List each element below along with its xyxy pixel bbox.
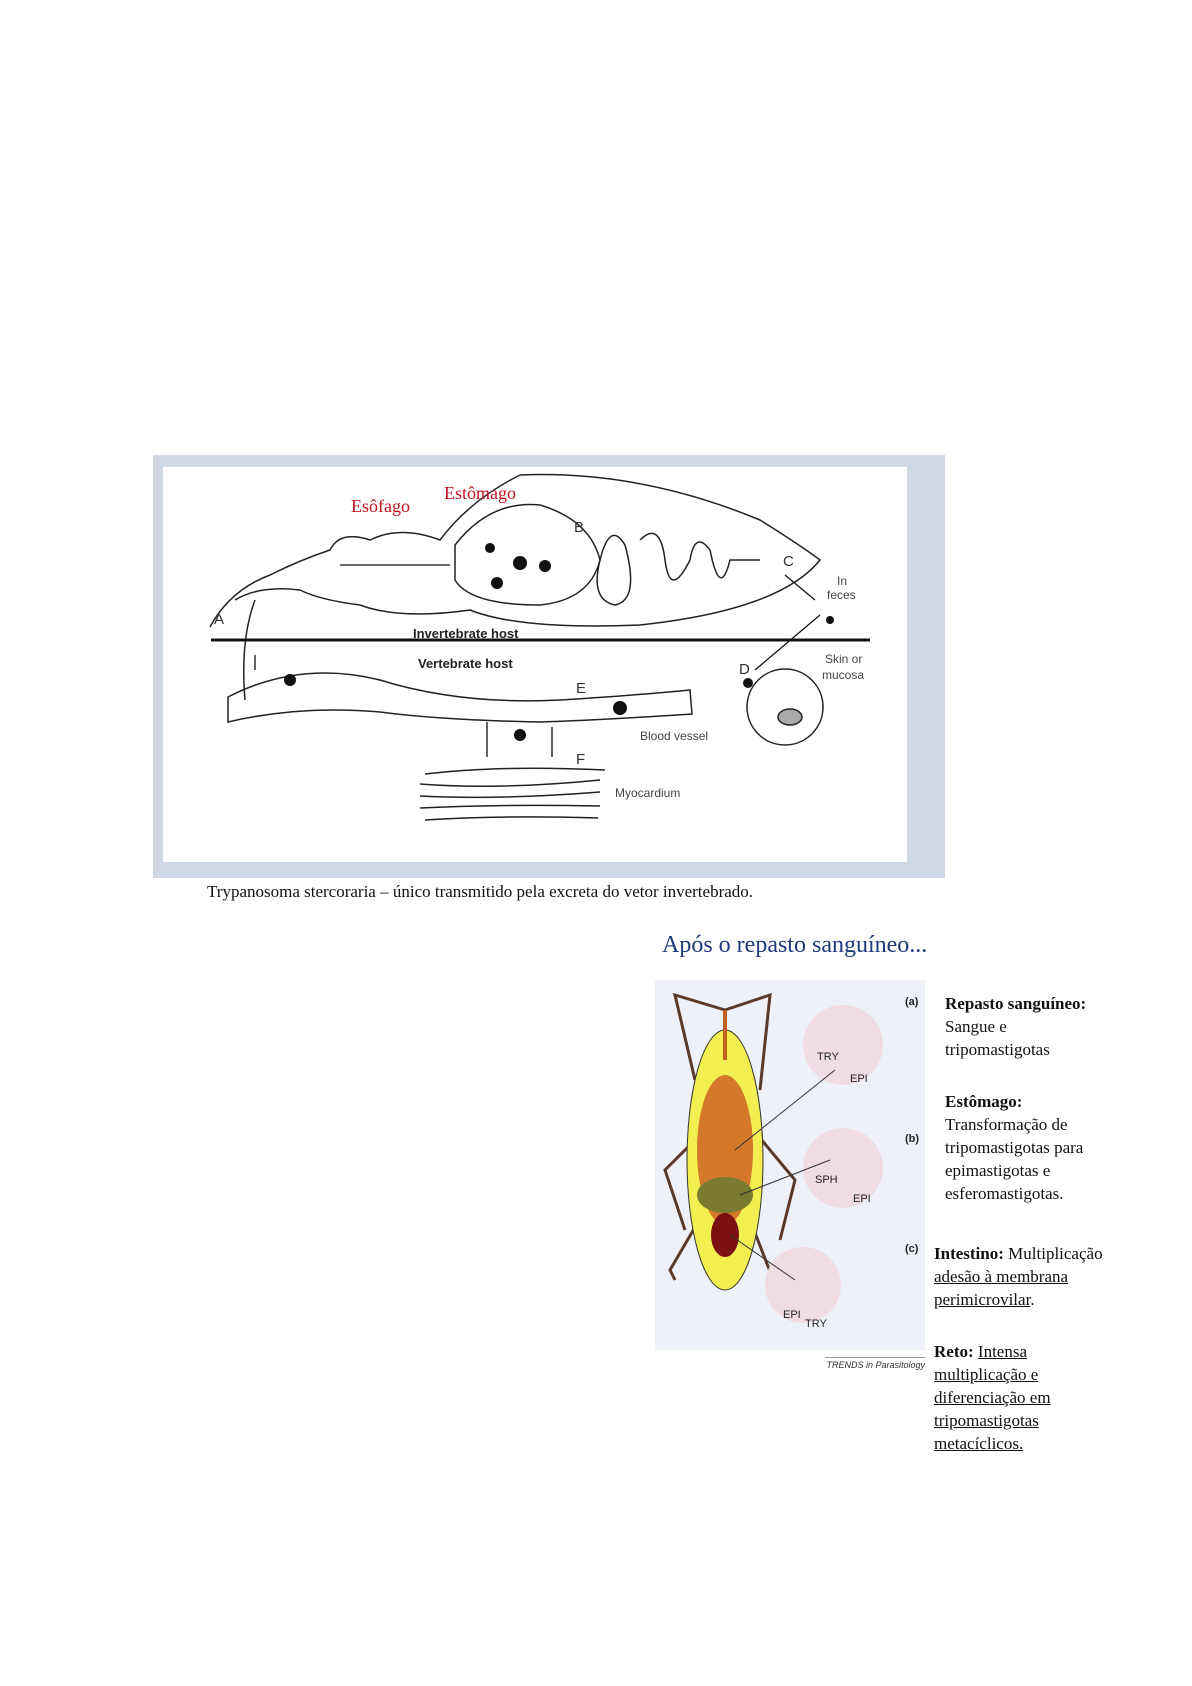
label-f: F [576,751,586,768]
triatomine-illustration [655,980,925,1350]
note-heading: Reto: [934,1342,974,1361]
note-line: perimicrovilar [934,1290,1031,1309]
label-a: A [214,611,225,628]
label-myocardium: Myocardium [615,786,681,800]
blood-vessel [228,673,692,722]
note-heading: Intestino: [934,1244,1004,1263]
label-epi-b: EPI [853,1193,871,1205]
label-epi-a: EPI [850,1073,868,1085]
section-title: Após o repasto sanguíneo... [662,932,928,958]
label-b: B [574,519,585,536]
label-sph-b: SPH [815,1174,838,1186]
note-line: esferomastigotas. [945,1184,1064,1203]
cell-circle-a [803,1005,883,1085]
skin-cell [747,669,823,745]
label-vertebrate-host: Vertebrate host [418,656,513,671]
note-line: diferenciação em [934,1388,1051,1407]
label-mucosa: mucosa [822,668,865,682]
note-reto [934,1340,1051,1455]
proboscis [244,600,255,700]
label-try-c: TRY [805,1318,827,1330]
figure-caption: Trypanosoma stercoraria – único transmitido pela excreta do vetor invertebrado. [207,882,754,901]
note-line: adesão à membrana [934,1267,1069,1286]
note-line: epimastigotas e [945,1161,1051,1180]
label-in: In [837,574,848,588]
note-line: Sangue e [945,1017,1007,1036]
note-line: Multiplicação [1003,1244,1103,1263]
panel-label-a: (a) [905,996,919,1008]
label-estomago: Estômago [444,483,516,503]
note-line: . [1030,1290,1035,1309]
insect-icon [655,980,925,1350]
label-skin-or: Skin or [825,652,863,666]
label-epi-c: EPI [783,1309,801,1321]
label-blood-vessel: Blood vessel [640,729,709,743]
note-line: metacíclicos. [934,1434,1024,1453]
cell-circle-b [803,1128,883,1208]
note-estomago [945,1090,1083,1205]
note-repasto [945,992,1086,1061]
intestine-loops [597,533,760,605]
note-line: multiplicação e [934,1365,1039,1384]
cell-circle-c [765,1247,841,1323]
label-feces: feces [827,588,856,602]
label-c: C [783,553,794,570]
note-heading: Repasto sanguíneo: [945,994,1087,1013]
image-credit: TRENDS in Parasitology [825,1357,925,1370]
label-d: D [739,661,750,678]
note-line: tripomastigotas [945,1040,1050,1059]
note-intestino [934,1242,1103,1311]
label-invertebrate-host: Invertebrate host [413,626,519,641]
label-e: E [576,680,587,697]
label-try-a: TRY [817,1051,839,1063]
note-line: Intensa [977,1342,1027,1361]
note-line: tripomastigotas para [945,1138,1084,1157]
note-heading: Estômago: [945,1092,1023,1111]
panel-label-b: (b) [905,1133,920,1145]
note-line: tripomastigotas [934,1411,1039,1430]
note-line: Transformação de [945,1115,1068,1134]
panel-label-c: (c) [905,1243,919,1255]
label-esofago: Esôfago [351,496,410,516]
myocardium-fibers [420,768,605,820]
